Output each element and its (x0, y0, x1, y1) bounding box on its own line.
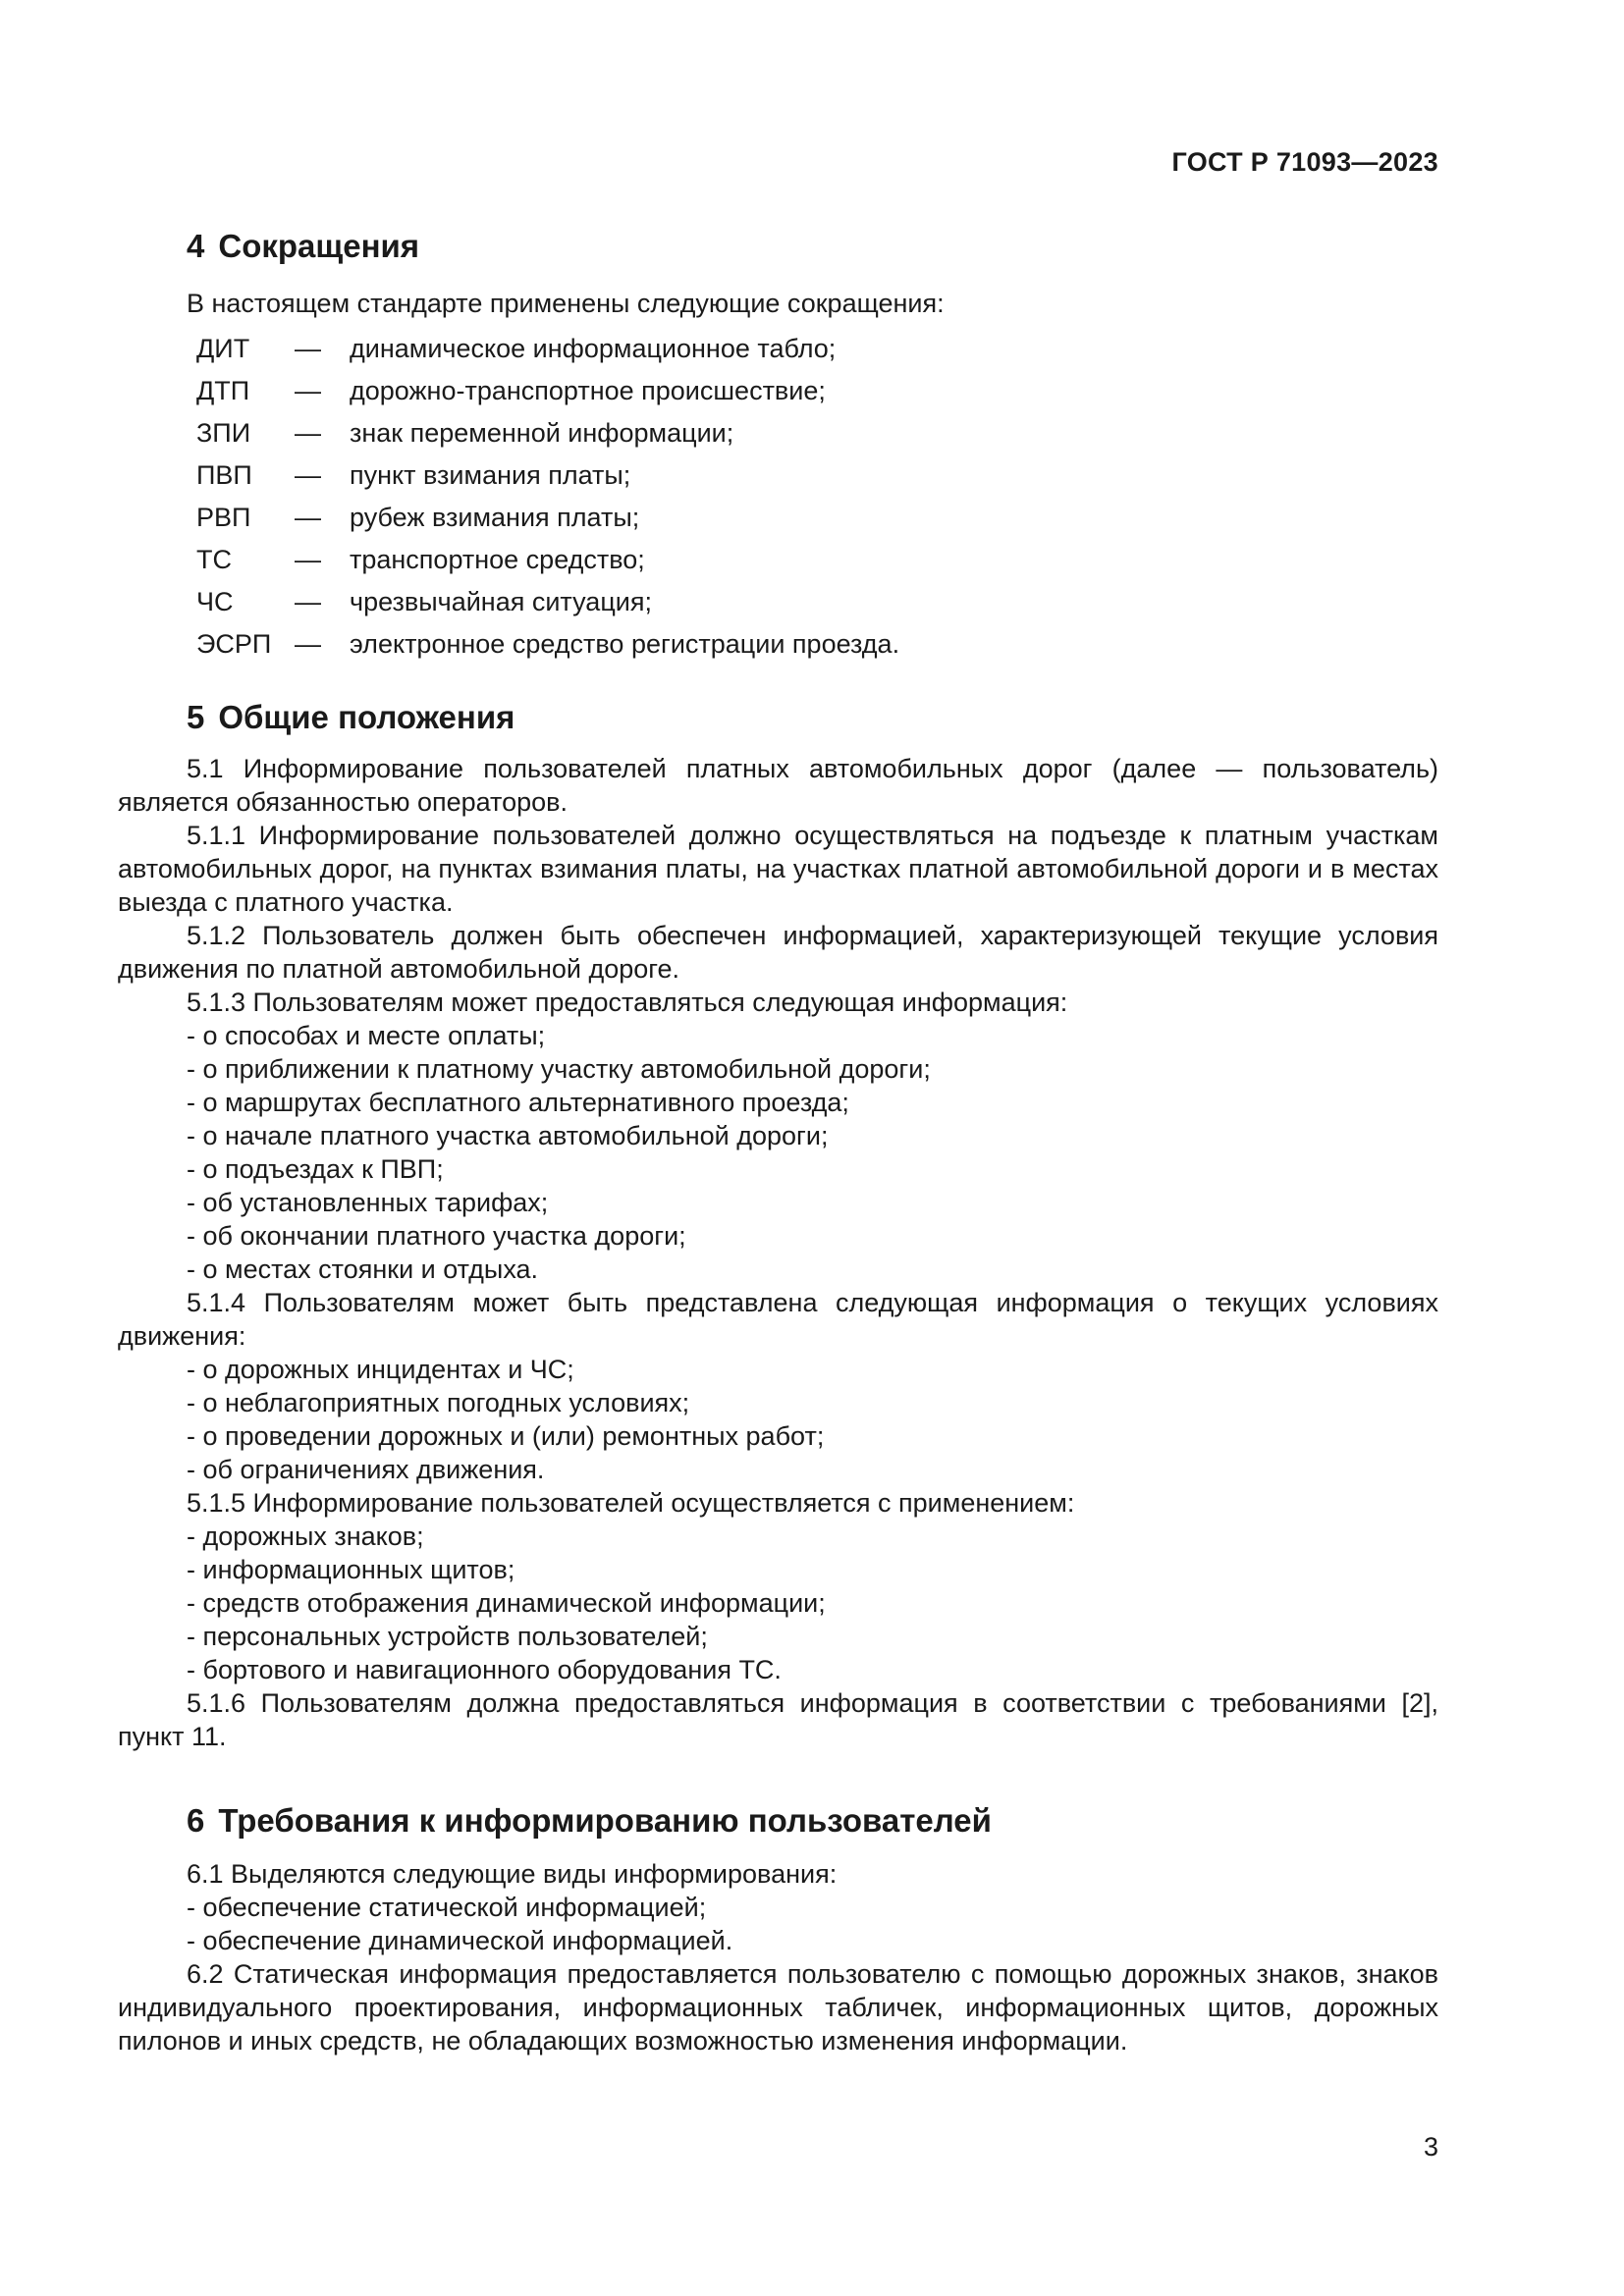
abbreviations-list (118, 328, 1438, 666)
abbreviation-dash: — (295, 460, 321, 490)
page-content (118, 222, 1438, 2057)
clause-5-1-3: 5.1.3 Пользователям может предоставляться следующая информация: (187, 988, 1068, 1017)
list-5-1-4 (118, 1353, 1438, 1486)
abbreviation-definition: пункт взимания платы; (350, 460, 631, 490)
list-item: - о дорожных инцидентах и ЧС; (187, 1355, 574, 1384)
list-item: - средств отображения динамической информации; (187, 1588, 826, 1618)
clause-5-1-1: 5.1.1 Информирование пользователей должно осуществляться на подъезде к платным участкам автомобильных дорог, на пунктах взимания платы, на участках платной автомобильной дороги и в местах выезда с платного участка. (118, 821, 1438, 917)
abbreviation-item (118, 454, 1438, 497)
list-item: - обеспечение динамической информацией. (187, 1926, 733, 1955)
page-number: 3 (1423, 2132, 1438, 2162)
document-id-header: ГОСТ Р 71093—2023 (1171, 147, 1438, 177)
list-item: - о начале платного участка автомобильной дороги; (187, 1121, 829, 1150)
section-6-title (187, 1796, 1438, 1845)
list-item: - об установленных тарифах; (187, 1188, 549, 1217)
abbreviation-code: ЧС (196, 587, 234, 616)
section-5-title-text: Общие положения (218, 699, 515, 735)
abbreviation-definition: транспортное средство; (350, 545, 645, 574)
section-5-number: 5 (187, 699, 205, 735)
clause-5-1-4: 5.1.4 Пользователям может быть представлена следующая информация о текущих условиях движения: (118, 1288, 1438, 1351)
clause-6-2: 6.2 Статическая информация предоставляется пользователю с помощью дорожных знаков, знаков индивидуального проектирования, информационных табличек, информационных щитов, дорожных пилонов и иных средств, не обладающих возможностью изменения информации. (118, 1959, 1438, 2056)
section-4-title-text: Сокращения (218, 228, 420, 264)
list-item: - информационных щитов; (187, 1555, 515, 1584)
abbreviation-definition: дорожно-транспортное происшествие; (350, 376, 826, 405)
abbreviations-intro: В настоящем стандарте применены следующие сокращения: (187, 289, 945, 318)
clause-5-1: 5.1 Информирование пользователей платных автомобильных дорог (далее — пользователь) является обязанностью операторов. (118, 754, 1438, 817)
abbreviation-dash: — (295, 629, 321, 659)
list-item: - об окончании платного участка дороги; (187, 1221, 686, 1251)
list-5-1-3 (118, 1019, 1438, 1286)
clause-5-1-5: 5.1.5 Информирование пользователей осуществляется с применением: (187, 1488, 1075, 1518)
list-item: - о неблагоприятных погодных условиях; (187, 1388, 690, 1417)
list-5-1-5 (118, 1520, 1438, 1686)
section-5-title (187, 693, 1438, 742)
abbreviation-item (118, 539, 1438, 581)
abbreviation-code: ПВП (196, 460, 252, 490)
list-6-1 (118, 1891, 1438, 1957)
clause-6-1: 6.1 Выделяются следующие виды информирования: (187, 1859, 838, 1889)
section-6-number: 6 (187, 1802, 205, 1839)
abbreviation-code: ЭСРП (196, 629, 272, 659)
list-item: - о подъездах к ПВП; (187, 1154, 444, 1184)
list-item: - о приближении к платному участку автомобильной дороги; (187, 1054, 931, 1084)
list-item: - о проведении дорожных и (или) ремонтных работ; (187, 1421, 825, 1451)
list-item: - о способах и месте оплаты; (187, 1021, 546, 1050)
abbreviation-dash: — (295, 545, 321, 574)
clause-5-1-2: 5.1.2 Пользователь должен быть обеспечен информацией, характеризующей текущие условия движения по платной автомобильной дороге. (118, 921, 1438, 984)
abbreviation-dash: — (295, 376, 321, 405)
abbreviation-item (118, 623, 1438, 666)
section-6-title-text: Требования к информированию пользователей (218, 1802, 992, 1839)
abbreviation-code: ТС (196, 545, 232, 574)
list-item: - персональных устройств пользователей; (187, 1622, 708, 1651)
abbreviation-dash: — (295, 418, 321, 448)
list-item: - о маршрутах бесплатного альтернативного проезда; (187, 1088, 849, 1117)
abbreviation-code: ДТП (196, 376, 250, 405)
list-item: - обеспечение статической информацией; (187, 1893, 707, 1922)
abbreviation-code: РВП (196, 503, 251, 532)
abbreviation-code: ЗПИ (196, 418, 251, 448)
abbreviation-definition: рубеж взимания платы; (350, 503, 640, 532)
abbreviation-definition: динамическое информационное табло; (350, 334, 837, 363)
list-item: - дорожных знаков; (187, 1522, 424, 1551)
abbreviation-item (118, 328, 1438, 370)
abbreviation-code: ДИТ (196, 334, 250, 363)
abbreviation-item (118, 412, 1438, 454)
section-4-number: 4 (187, 228, 205, 264)
list-item: - об ограничениях движения. (187, 1455, 545, 1484)
abbreviation-dash: — (295, 587, 321, 616)
abbreviation-dash: — (295, 503, 321, 532)
abbreviation-dash: — (295, 334, 321, 363)
abbreviation-item (118, 497, 1438, 539)
list-item: - бортового и навигационного оборудования ТС. (187, 1655, 782, 1684)
list-item: - о местах стоянки и отдыха. (187, 1255, 539, 1284)
section-4-title (187, 222, 1438, 271)
abbreviation-item (118, 370, 1438, 412)
abbreviation-definition: чрезвычайная ситуация; (350, 587, 652, 616)
abbreviation-item (118, 581, 1438, 623)
abbreviation-definition: знак переменной информации; (350, 418, 734, 448)
abbreviation-definition: электронное средство регистрации проезда. (350, 629, 900, 659)
clause-5-1-6: 5.1.6 Пользователям должна предоставляться информация в соответствии с требованиями [2], пункт 11. (118, 1688, 1438, 1751)
